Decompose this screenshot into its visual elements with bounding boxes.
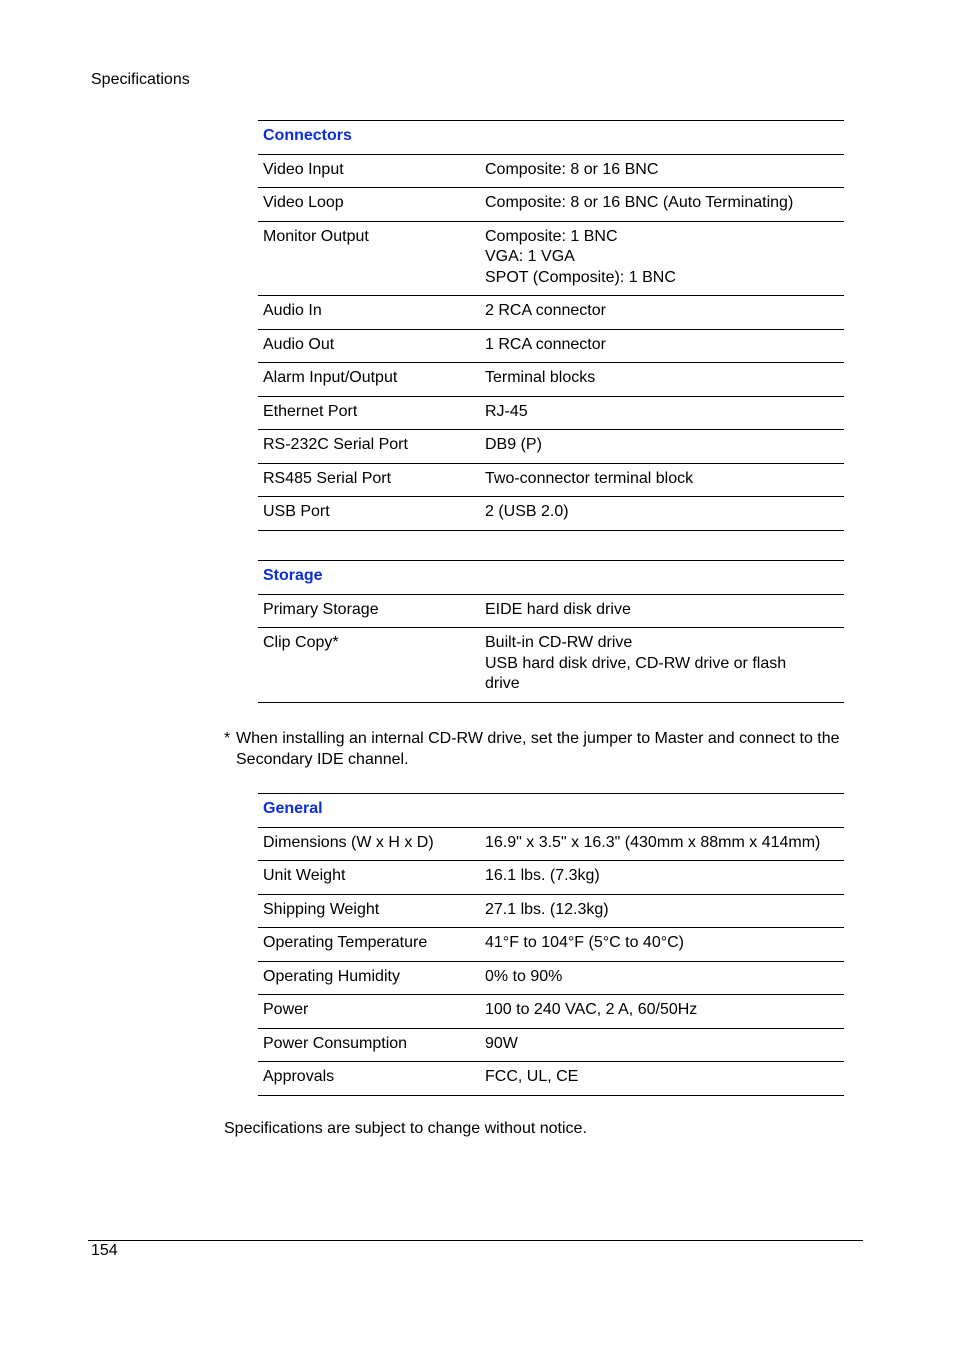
table-row (258, 1028, 844, 1062)
table-row (258, 861, 844, 895)
footnote-marker: * (224, 730, 231, 747)
spec-label: Audio Out (258, 329, 480, 363)
table-row (258, 594, 844, 628)
spec-label: RS485 Serial Port (258, 463, 480, 497)
table-row (258, 329, 844, 363)
storage-table (258, 560, 844, 703)
spec-value-line: 0% to 90% (485, 967, 563, 985)
spec-label: Audio In (258, 296, 480, 330)
spec-label: Dimensions (W x H x D) (258, 827, 480, 861)
spec-value-line: Composite: 1 BNC (485, 227, 618, 245)
spec-value-line: 16.9" x 3.5" x 16.3" (430mm x 88mm x 414mm) (485, 833, 821, 851)
storage-heading: Storage (258, 561, 844, 595)
spec-value-line: RJ-45 (485, 402, 528, 420)
page-number: 154 (91, 1242, 118, 1259)
table-row (258, 995, 844, 1029)
spec-value-line: Built-in CD-RW drive (485, 634, 633, 651)
footnote-text: When installing an internal CD-RW drive, set the jumper to Master and connect to the Secondary IDE channel. (236, 730, 840, 768)
spec-value (480, 827, 844, 861)
spec-value (480, 894, 844, 928)
spec-value-line: 100 to 240 VAC, 2 A, 60/50Hz (485, 1001, 698, 1018)
table-row (258, 463, 844, 497)
spec-value-line: DB9 (P) (485, 436, 542, 453)
spec-label: Operating Temperature (258, 928, 480, 962)
spec-label: Primary Storage (258, 594, 480, 628)
spec-value (480, 1062, 844, 1096)
spec-value-line: Terminal blocks (485, 369, 596, 386)
footnote (224, 728, 864, 770)
spec-label: Ethernet Port (258, 396, 480, 430)
spec-value (480, 628, 844, 703)
table-row (258, 928, 844, 962)
spec-value (480, 188, 844, 222)
change-notice: Specifications are subject to change without notice. (224, 1120, 587, 1137)
spec-label: Monitor Output (258, 221, 480, 296)
table-row (258, 188, 844, 222)
spec-value-line: 90W (485, 1034, 518, 1052)
table-row (258, 628, 844, 703)
table-row (258, 221, 844, 296)
spec-value-line: USB hard disk drive, CD-RW drive or flash (485, 654, 787, 672)
spec-value (480, 329, 844, 363)
spec-value (480, 594, 844, 628)
spec-label: Clip Copy* (258, 628, 480, 703)
spec-value (480, 430, 844, 464)
spec-value-line: SPOT (Composite): 1 BNC (485, 268, 676, 286)
table-row (258, 497, 844, 531)
footer-divider (88, 1240, 863, 1241)
table-row (258, 430, 844, 464)
table-row (258, 396, 844, 430)
spec-value (480, 363, 844, 397)
spec-label: Power Consumption (258, 1028, 480, 1062)
spec-value-line: 2 RCA connector (485, 302, 606, 319)
spec-label: Unit Weight (258, 861, 480, 895)
spec-value (480, 861, 844, 895)
general-heading: General (258, 794, 844, 828)
spec-value-line: 16.1 lbs. (7.3kg) (485, 867, 600, 884)
spec-value (480, 463, 844, 497)
spec-value (480, 221, 844, 296)
spec-value (480, 497, 844, 531)
spec-label: Power (258, 995, 480, 1029)
spec-value-line: VGA: 1 VGA (485, 248, 575, 265)
spec-value (480, 154, 844, 188)
spec-value (480, 296, 844, 330)
general-table (258, 793, 844, 1096)
table-row (258, 363, 844, 397)
spec-value-line: Composite: 8 or 16 BNC (Auto Terminating) (485, 194, 794, 211)
spec-value-line: Two-connector terminal block (485, 469, 694, 487)
spec-label: Approvals (258, 1062, 480, 1096)
spec-label: Alarm Input/Output (258, 363, 480, 397)
spec-value-line: FCC, UL, CE (485, 1068, 579, 1085)
spec-label: Video Input (258, 154, 480, 188)
spec-label: USB Port (258, 497, 480, 531)
spec-value (480, 1028, 844, 1062)
spec-value-line: 27.1 lbs. (12.3kg) (485, 900, 609, 918)
spec-value-line: EIDE hard disk drive (485, 600, 631, 618)
spec-value-line: drive (485, 675, 520, 692)
spec-value (480, 995, 844, 1029)
table-row (258, 827, 844, 861)
spec-value (480, 928, 844, 962)
spec-value (480, 961, 844, 995)
spec-value-line: Composite: 8 or 16 BNC (485, 160, 659, 178)
spec-label: Operating Humidity (258, 961, 480, 995)
spec-value-line: 41°F to 104°F (5°C to 40°C) (485, 934, 685, 951)
spec-value (480, 396, 844, 430)
connectors-heading: Connectors (258, 121, 844, 155)
page-header-title: Specifications (91, 71, 190, 88)
connectors-table (258, 120, 844, 531)
table-row (258, 1062, 844, 1096)
spec-value-line: 2 (USB 2.0) (485, 503, 569, 520)
spec-label: Video Loop (258, 188, 480, 222)
spec-label: Shipping Weight (258, 894, 480, 928)
table-row (258, 296, 844, 330)
spec-label: RS-232C Serial Port (258, 430, 480, 464)
table-row (258, 894, 844, 928)
table-row (258, 154, 844, 188)
spec-value-line: 1 RCA connector (485, 335, 606, 353)
table-row (258, 961, 844, 995)
